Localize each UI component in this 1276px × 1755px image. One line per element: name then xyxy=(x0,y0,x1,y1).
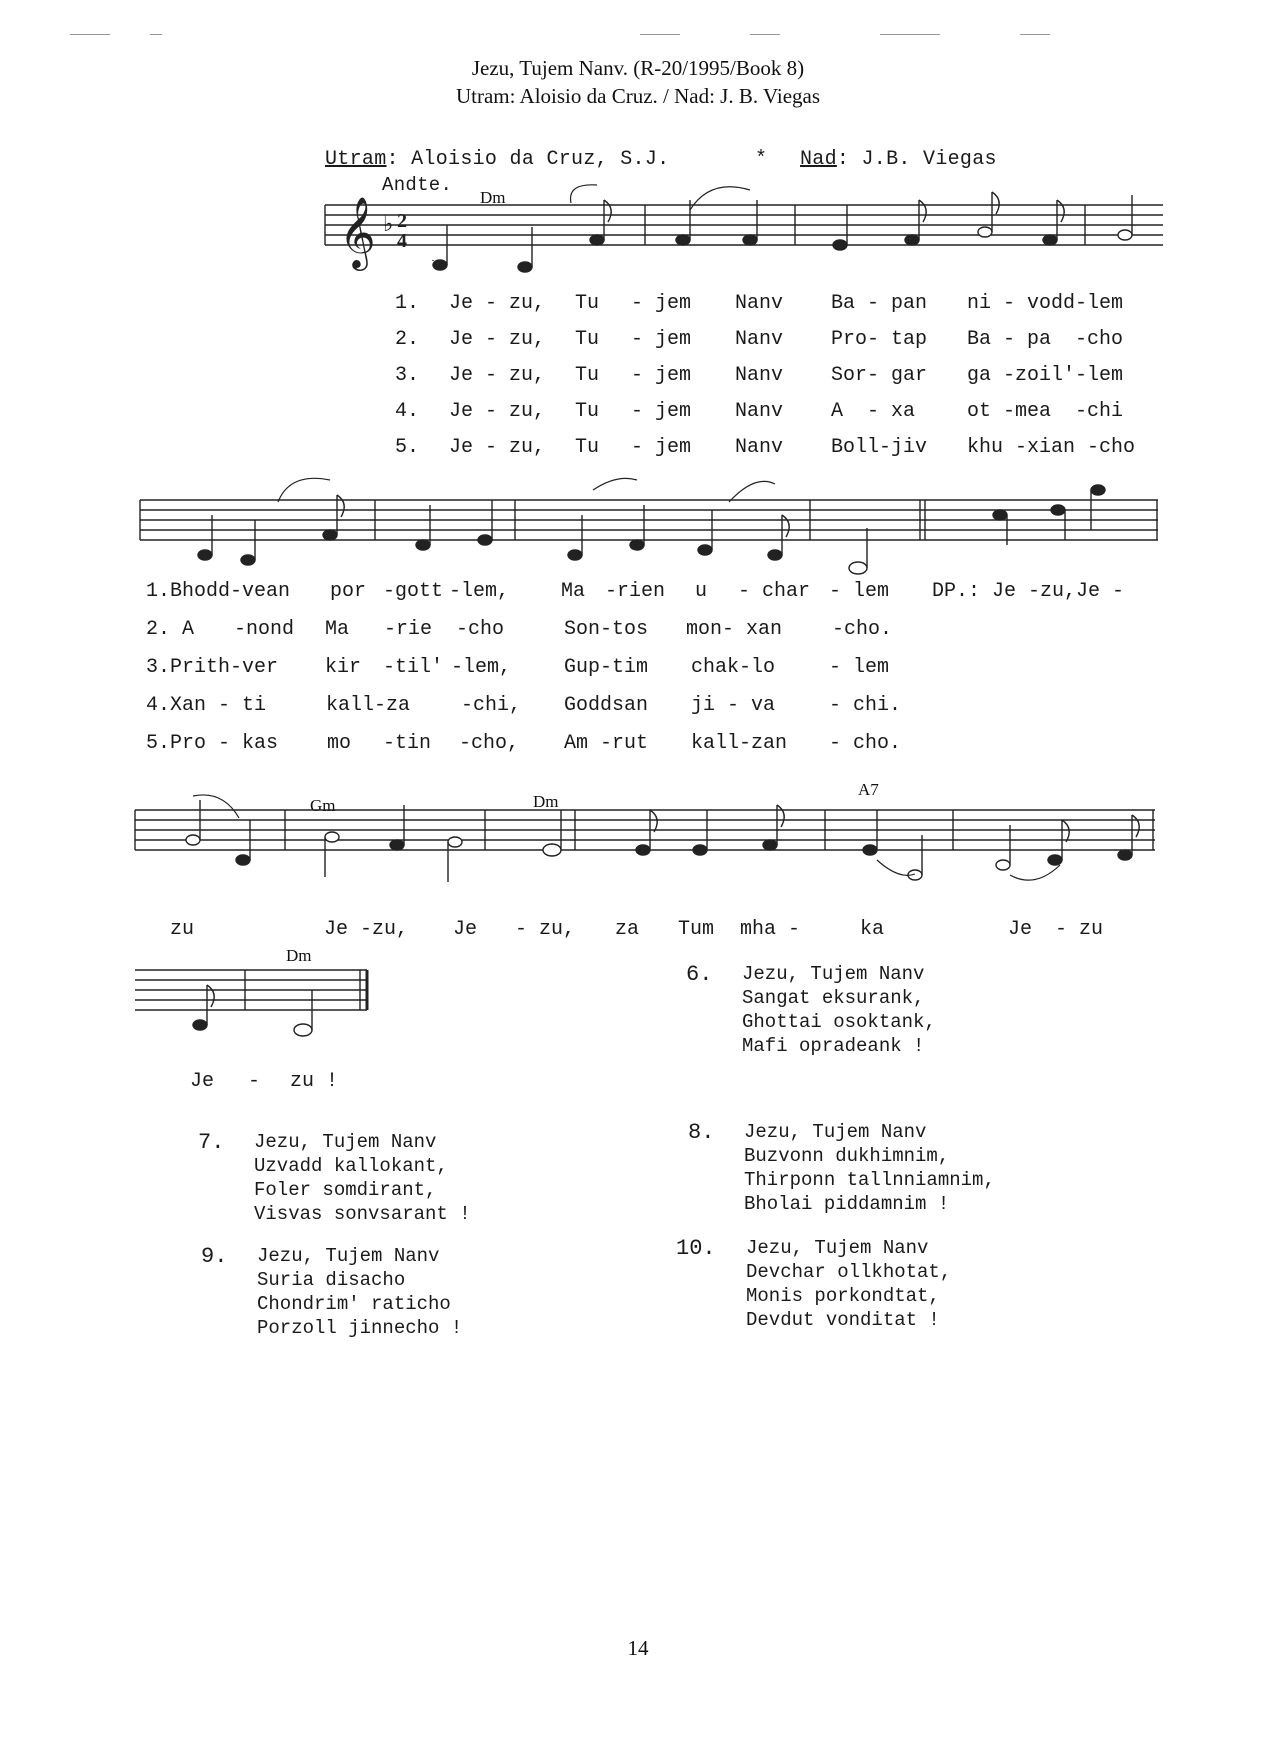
lyric-syllable: Son-tos xyxy=(564,618,649,641)
lyric-syllable: -lem, xyxy=(449,580,510,603)
lyric-syllable: mha - xyxy=(740,918,801,941)
lyric-syllable: 4.Xan - ti xyxy=(146,694,267,717)
lyric-syllable: mon- xan xyxy=(686,618,783,641)
lyric-syllable: - jem xyxy=(631,400,692,423)
scan-mark xyxy=(640,34,680,35)
lyric-syllable: Ma xyxy=(325,618,350,641)
lyric-syllable: Je xyxy=(190,1070,215,1093)
time-signature-top: 2 xyxy=(397,210,407,232)
verse-line: Ghottai osoktank, xyxy=(742,1011,936,1033)
verse-line: Thirponn tallnniamnim, xyxy=(744,1169,995,1191)
lyric-syllable: -lem, xyxy=(451,656,512,679)
lyric-syllable: zu xyxy=(170,918,195,941)
lyric-syllable: kall-zan xyxy=(691,732,788,755)
lyric-syllable: Je - zu, xyxy=(449,400,546,423)
chord-symbol: Gm xyxy=(310,796,336,815)
lyric-syllable: - zu, xyxy=(515,918,576,941)
nad-label: Nad xyxy=(800,148,837,171)
scan-mark xyxy=(880,34,940,35)
lyric-syllable: zu ! xyxy=(290,1070,339,1093)
lyric-syllable: Am -rut xyxy=(564,732,649,755)
lyric-syllable: 2. A xyxy=(146,618,195,641)
tempo-marking: Andte. xyxy=(382,174,453,196)
lyric-syllable: - jem xyxy=(631,436,692,459)
verse-number: 6. xyxy=(686,962,713,987)
verse-number: 7. xyxy=(198,1130,225,1155)
lyric-syllable: A - xa xyxy=(831,400,916,423)
lyric-syllable: - lem xyxy=(829,580,890,603)
lyric-syllable: Je xyxy=(453,918,478,941)
lyric-syllable: -nond xyxy=(234,618,295,641)
lyric-syllable: 1. xyxy=(395,292,420,315)
separator-star: * xyxy=(755,148,768,171)
lyric-syllable: ga -zoil'-lem xyxy=(967,364,1124,387)
verse-line: Devchar ollkhotat, xyxy=(746,1261,952,1283)
lyric-syllable: ka xyxy=(860,918,885,941)
lyric-syllable: -gott xyxy=(383,580,444,603)
lyric-syllable: kall-za xyxy=(326,694,411,717)
lyric-syllable: Ba - pan xyxy=(831,292,928,315)
lyric-syllable: Pro- tap xyxy=(831,328,928,351)
lyric-syllable: -rien xyxy=(605,580,666,603)
verse-number: 9. xyxy=(201,1244,228,1269)
lyric-syllable: Gup-tim xyxy=(564,656,649,679)
page-title: Jezu, Tujem Nanv. (R-20/1995/Book 8) xyxy=(471,56,805,80)
lyric-syllable: Tu xyxy=(575,292,600,315)
lyric-syllable: chak-lo xyxy=(691,656,776,679)
verse-line: Bholai piddamnim ! xyxy=(744,1193,950,1215)
lyric-syllable: -tin xyxy=(383,732,432,755)
lyric-syllable: - jem xyxy=(631,328,692,351)
lyric-syllable: - char xyxy=(738,580,811,603)
verse-line: Jezu, Tujem Nanv xyxy=(742,963,925,985)
lyric-syllable: 2. xyxy=(395,328,420,351)
verse-line: Jezu, Tujem Nanv xyxy=(254,1131,437,1153)
lyric-syllable: -rie xyxy=(384,618,433,641)
lyric-syllable: Sor- gar xyxy=(831,364,928,387)
music-staff-1 xyxy=(325,195,1165,285)
music-staff-2 xyxy=(140,490,1160,580)
scan-mark xyxy=(70,34,110,35)
verse-line: Porzoll jinnecho ! xyxy=(257,1317,463,1339)
utram-label: Utram xyxy=(325,148,387,171)
verse-line: Jezu, Tujem Nanv xyxy=(744,1121,927,1143)
lyric-syllable: Nanv xyxy=(735,364,784,387)
lyric-syllable: Tu xyxy=(575,400,600,423)
lyric-syllable: mo xyxy=(327,732,352,755)
verse-line: Uzvadd kallokant, xyxy=(254,1155,448,1177)
lyric-syllable: Nanv xyxy=(735,436,784,459)
lyric-syllable: Tu xyxy=(575,436,600,459)
verse-line: Visvas sonvsarant ! xyxy=(254,1203,471,1225)
verse-line: Sangat eksurank, xyxy=(742,987,925,1009)
lyric-syllable: 3. xyxy=(395,364,420,387)
scan-mark xyxy=(750,34,780,35)
scan-mark xyxy=(150,34,162,35)
lyric-syllable: ni - vodd-lem xyxy=(967,292,1124,315)
lyric-syllable: Nanv xyxy=(735,328,784,351)
utram-value: : Aloisio da Cruz, S.J. xyxy=(386,148,670,171)
nad-value: : J.B. Viegas xyxy=(836,148,997,171)
flat-icon: ♭ xyxy=(383,212,394,237)
lyric-syllable: Nanv xyxy=(735,292,784,315)
verse-line: Foler somdirant, xyxy=(254,1179,437,1201)
time-signature-bottom: 4 xyxy=(397,230,407,252)
lyric-syllable: 1.Bhodd-vean xyxy=(146,580,291,603)
music-staff-3 xyxy=(135,800,1160,890)
lyric-syllable: -chi, xyxy=(461,694,522,717)
lyric-syllable: - jem xyxy=(631,364,692,387)
lyric-syllable: u xyxy=(695,580,708,603)
music-staff-4 xyxy=(135,960,375,1050)
lyric-syllable: 4. xyxy=(395,400,420,423)
lyric-syllable: - jem xyxy=(631,292,692,315)
lyric-syllable: ot -mea -chi xyxy=(967,400,1124,423)
verse-number: 8. xyxy=(688,1120,715,1145)
lyric-syllable: - xyxy=(248,1070,261,1093)
lyric-syllable: Je -zu, xyxy=(324,918,409,941)
chord-symbol: Dm xyxy=(286,946,312,965)
lyric-syllable: Je - zu, xyxy=(449,292,546,315)
lyric-syllable: Goddsan xyxy=(564,694,649,717)
lyric-syllable: Tum xyxy=(678,918,715,941)
lyric-syllable: ji - va xyxy=(691,694,776,717)
chord-symbol: Dm xyxy=(480,188,506,207)
lyric-syllable: 5. xyxy=(395,436,420,459)
utram-line xyxy=(325,148,669,171)
verse-line: Jezu, Tujem Nanv xyxy=(746,1237,929,1259)
verse-line: Mafi opradeank ! xyxy=(742,1035,925,1057)
lyric-syllable: - chi. xyxy=(829,694,902,717)
lyric-syllable: -cho xyxy=(456,618,505,641)
lyric-syllable: Tu xyxy=(575,328,600,351)
verse-line: Jezu, Tujem Nanv xyxy=(257,1245,440,1267)
verse-line: Monis porkondtat, xyxy=(746,1285,940,1307)
lyric-syllable: DP.: Je -zu,Je - xyxy=(932,580,1125,603)
verse-line: Buzvonn dukhimnim, xyxy=(744,1145,950,1167)
nad-line xyxy=(800,148,997,171)
verse-line: Chondrim' raticho xyxy=(257,1293,451,1315)
lyric-syllable: 3.Prith-ver xyxy=(146,656,279,679)
chord-symbol: Dm xyxy=(533,792,559,811)
lyric-syllable: Je xyxy=(1008,918,1033,941)
lyric-syllable: Je - zu, xyxy=(449,364,546,387)
lyric-syllable: -cho, xyxy=(459,732,520,755)
lyric-syllable: Tu xyxy=(575,364,600,387)
lyric-syllable: -til' xyxy=(383,656,444,679)
lyric-syllable: Je - zu, xyxy=(449,328,546,351)
scan-mark xyxy=(1020,34,1050,35)
lyric-syllable: por xyxy=(330,580,367,603)
verse-line: Devdut vonditat ! xyxy=(746,1309,940,1331)
lyric-syllable: khu -xian -cho xyxy=(967,436,1136,459)
lyric-syllable: Boll-jiv xyxy=(831,436,928,459)
lyric-syllable: - lem xyxy=(829,656,890,679)
lyric-syllable: za xyxy=(615,918,640,941)
lyric-syllable: - zu xyxy=(1055,918,1104,941)
lyric-syllable: - cho. xyxy=(829,732,902,755)
treble-clef-icon: 𝄞 xyxy=(339,195,376,268)
lyric-syllable: Ma xyxy=(561,580,586,603)
lyric-syllable: kir xyxy=(325,656,362,679)
lyric-syllable: Ba - pa -cho xyxy=(967,328,1124,351)
lyric-syllable: Je - zu, xyxy=(449,436,546,459)
lyric-syllable: Nanv xyxy=(735,400,784,423)
page-credits: Utram: Aloisio da Cruz. / Nad: J. B. Viegas xyxy=(455,84,821,108)
page-number: 14 xyxy=(627,1636,649,1660)
lyric-syllable: 5.Pro - kas xyxy=(146,732,279,755)
verse-line: Suria disacho xyxy=(257,1269,406,1291)
chord-symbol: A7 xyxy=(858,780,879,799)
lyric-syllable: -cho. xyxy=(832,618,893,641)
verse-number: 10. xyxy=(676,1236,716,1261)
